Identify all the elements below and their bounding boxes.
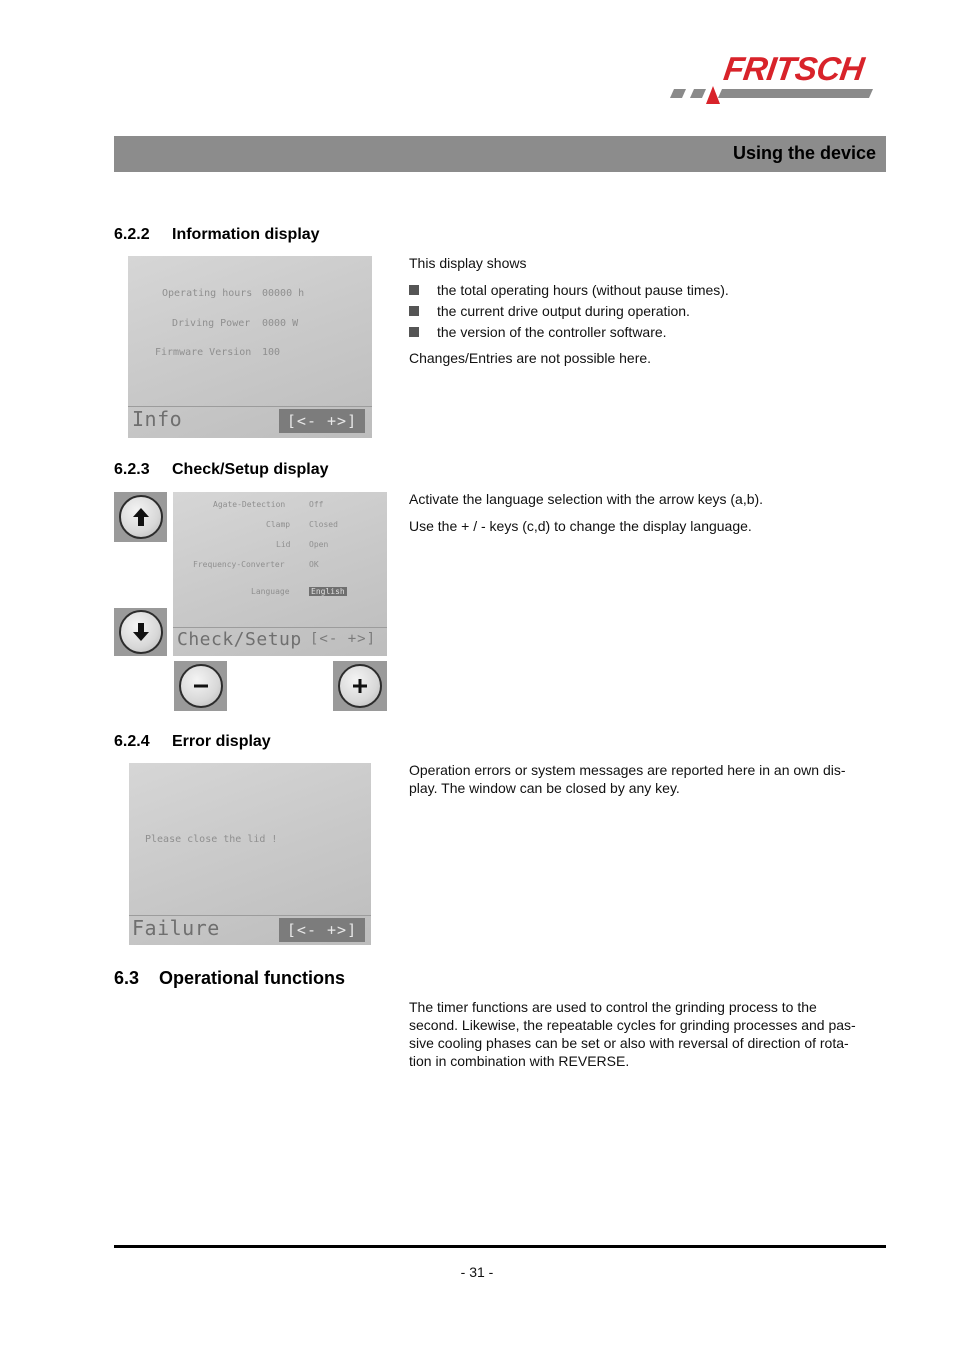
lcd-value-clamp: Closed (309, 520, 338, 529)
lcd-value-driving-power: 0000 W (262, 318, 299, 329)
heading-number: 6.2.3 (114, 461, 150, 478)
lcd-footer-title: Info (132, 407, 183, 431)
heading-number: 6.2.2 (114, 226, 150, 243)
header-title: Using the device (732, 143, 876, 163)
lcd-error-message: Please close the lid ! (145, 834, 278, 845)
lcd-row-frequency-converter: Frequency-Converter (193, 560, 285, 569)
error-text-line-1: Operation errors or system messages are reported here in an own dis- (409, 762, 846, 778)
heading-operational-functions (114, 968, 345, 989)
heading-error-display (114, 733, 271, 751)
section-header-bar (114, 136, 886, 172)
list-item: the version of the controller software. (409, 322, 879, 343)
info-description (409, 254, 879, 367)
arrow-down-key[interactable] (114, 608, 167, 656)
check-line-1: Activate the language selection with the arrow keys (a,b). (409, 491, 764, 507)
operational-line-3: sive cooling phases can be set or also with reversal of direction of rota- (409, 1035, 849, 1051)
lcd-footer-title: Failure (132, 916, 220, 940)
check-line-2: Use the + / - keys (c,d) to change the display language. (409, 518, 752, 534)
heading-number: 6.2.4 (114, 733, 150, 750)
logo-wordmark: FRITSCH (721, 50, 867, 87)
operational-line-1: The timer functions are used to control the grinding process to the (409, 999, 817, 1015)
lcd-nav-indicator: [<- +>] (279, 409, 365, 433)
minus-icon (192, 677, 210, 695)
list-item: the total operating hours (without pause times). (409, 280, 879, 301)
heading-title: Check/Setup display (172, 461, 329, 478)
info-lcd-screen (128, 256, 372, 438)
arrow-down-icon (132, 622, 150, 642)
lcd-value-operating-hours: 00000 h (262, 288, 305, 299)
heading-title: Information display (172, 226, 320, 243)
lcd-row-lid: Lid (276, 540, 291, 549)
arrow-up-key[interactable] (114, 492, 167, 542)
heading-number: 6.3 (114, 968, 140, 988)
plus-key[interactable] (333, 661, 387, 711)
lcd-row-firmware-version: Firmware Version (155, 347, 252, 358)
footer-divider (114, 1245, 886, 1248)
plus-icon (351, 677, 369, 695)
heading-check-setup-display (114, 461, 329, 479)
minus-key[interactable] (174, 661, 227, 711)
lcd-row-language: Language (251, 587, 290, 596)
page-number: - 31 - (460, 1264, 494, 1280)
lcd-nav-indicator: [<- +>] (279, 918, 365, 942)
operational-line-2: second. Likewise, the repeatable cycles for grinding processes and pas- (409, 1017, 856, 1033)
info-intro: This display shows (409, 255, 527, 271)
lcd-value-frequency-converter: OK (309, 560, 319, 569)
lcd-row-agate-detection: Agate-Detection (213, 500, 286, 509)
lcd-footer-title: Check/Setup (177, 629, 302, 650)
lcd-value-lid: Open (309, 540, 329, 549)
info-note: Changes/Entries are not possible here. (409, 350, 652, 366)
operational-line-4: tion in combination with REVERSE. (409, 1053, 630, 1069)
fritsch-logo (668, 52, 890, 112)
heading-information-display (114, 226, 320, 244)
lcd-row-clamp: Clamp (266, 520, 291, 529)
check-setup-lcd-screen (173, 492, 387, 656)
logo-speed-stripes (668, 84, 878, 110)
arrow-up-icon (132, 507, 150, 527)
heading-title: Operational functions (159, 968, 346, 988)
error-text-line-2: play. The window can be closed by any key. (409, 780, 680, 796)
operational-description (409, 998, 879, 1070)
lcd-row-operating-hours: Operating hours (162, 288, 253, 299)
heading-title: Error display (172, 733, 271, 750)
check-setup-description (409, 490, 879, 535)
error-lcd-screen (129, 763, 371, 945)
lcd-nav-indicator: [<- +>] (310, 631, 377, 647)
lcd-value-firmware-version: 100 (262, 347, 281, 358)
info-bullet-list (409, 280, 879, 343)
lcd-value-language: English (311, 587, 345, 596)
list-item: the current drive output during operation. (409, 301, 879, 322)
error-description (409, 761, 879, 797)
lcd-divider (173, 627, 387, 628)
lcd-value-agate-detection: Off (309, 500, 324, 509)
lcd-row-driving-power: Driving Power (172, 318, 251, 329)
